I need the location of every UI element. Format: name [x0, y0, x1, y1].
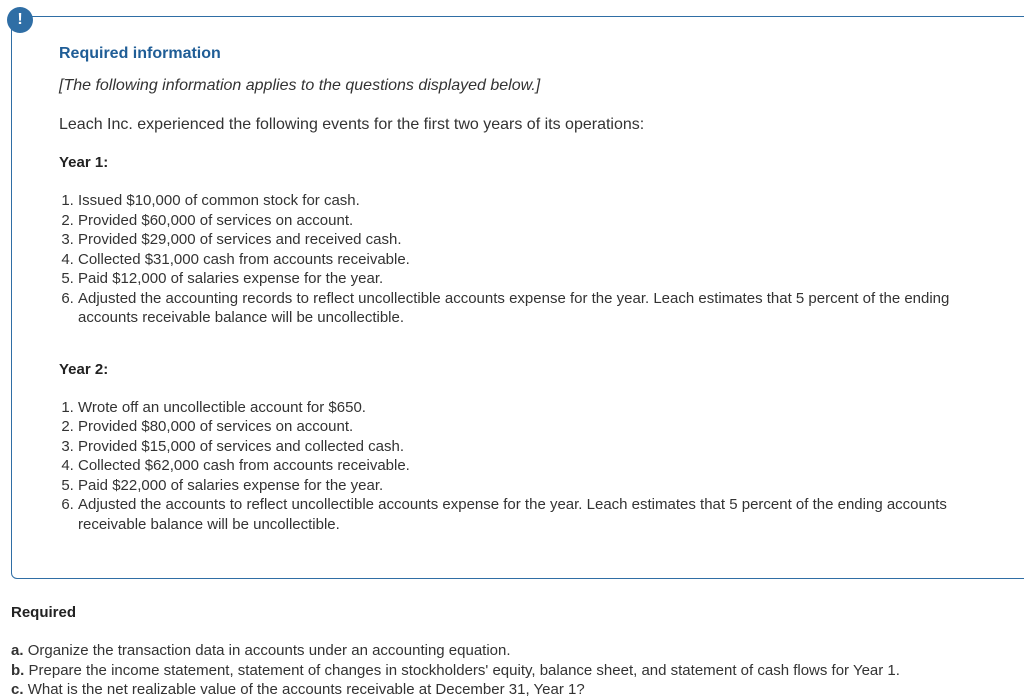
- year2-event: 1. Wrote off an uncollectible account for $650.: [78, 398, 999, 418]
- required-item-letter: c.: [11, 681, 24, 698]
- exclamation-icon: !: [7, 7, 33, 33]
- year2-event: 6. Adjusted the accounts to reflect uncollectible accounts expense for the year. Leach estimates that 5 percent of the ending accounts receivable balance will be uncollectible.: [78, 495, 999, 534]
- year2-event: 5. Paid $22,000 of salaries expense for the year.: [78, 476, 999, 496]
- year1-event: 2. Provided $60,000 of services on account.: [78, 211, 999, 231]
- required-heading: Required: [11, 604, 77, 621]
- year2-event: 2. Provided $80,000 of services on account.: [78, 417, 999, 437]
- year2-event: 4. Collected $62,000 cash from accounts receivable.: [78, 456, 999, 476]
- required-item-text: Organize the transaction data in accounts under an accounting equation.: [27, 642, 511, 659]
- required-item: [11, 641, 1024, 661]
- required-information-content: [59, 44, 999, 534]
- intro-text: Leach Inc. experienced the following events for the first two years of its operations:: [59, 116, 645, 133]
- required-section: [11, 603, 1024, 700]
- required-item: [11, 661, 1024, 681]
- required-item-letter: b.: [11, 661, 25, 679]
- required-item-text: What is the net realizable value of the accounts receivable at December 31, Year 1?: [27, 681, 585, 698]
- year1-event: 5. Paid $12,000 of salaries expense for the year.: [78, 269, 999, 289]
- required-item: [11, 680, 1024, 700]
- year1-heading: Year 1:: [59, 154, 109, 171]
- required-list: [11, 641, 1024, 700]
- year1-event: 1. Issued $10,000 of common stock for cash.: [78, 191, 999, 211]
- required-item-letter: a.: [11, 642, 24, 659]
- year1-event: 6. Adjusted the accounting records to reflect uncollectible accounts expense for the year. Leach estimates that 5 percent of the ending accounts receivable balance will be uncollectible.: [78, 289, 999, 328]
- year1-events-list: [59, 191, 999, 328]
- required-information-title: Required information: [59, 45, 221, 62]
- year1-event: 3. Provided $29,000 of services and received cash.: [78, 230, 999, 250]
- required-information-subtitle: [The following information applies to the questions displayed below.]: [59, 77, 541, 94]
- year2-heading: Year 2:: [59, 360, 109, 378]
- required-item-text: Prepare the income statement, statement of changes in stockholders' equity, balance sheet, and statement of cash flows for Year 1.: [28, 661, 900, 679]
- year2-event: 3. Provided $15,000 of services and collected cash.: [78, 437, 999, 457]
- year2-events-list: [59, 398, 999, 535]
- year1-event: 4. Collected $31,000 cash from accounts receivable.: [78, 250, 999, 270]
